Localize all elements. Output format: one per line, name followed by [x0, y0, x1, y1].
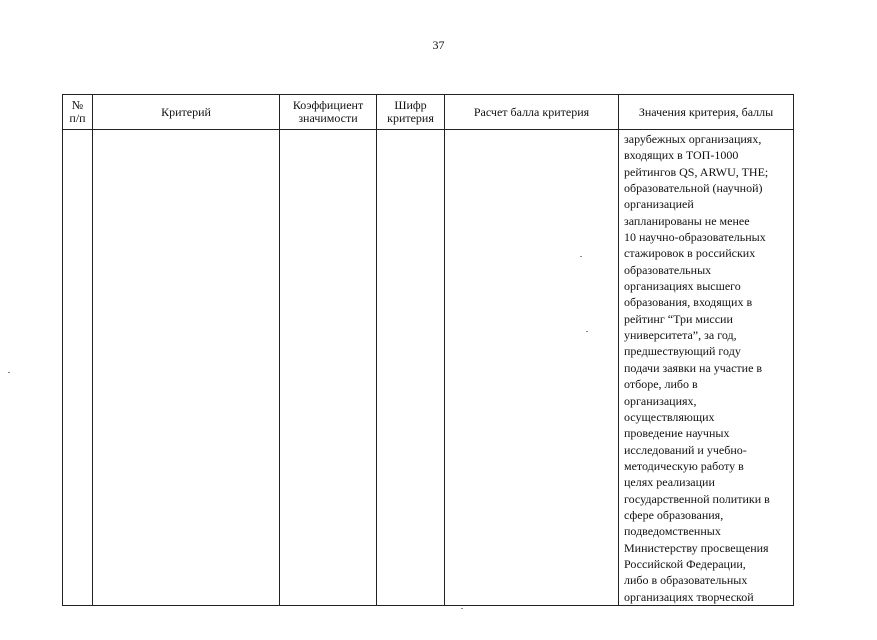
value-line: зарубежных организациях,	[624, 132, 762, 146]
header-criterion	[93, 95, 280, 130]
value-line: сфере образования,	[624, 507, 724, 522]
header-number-label: № п/п	[69, 98, 86, 125]
header-criterion-label: Критерий	[161, 104, 211, 119]
header-values	[619, 95, 794, 130]
cell-number	[63, 130, 93, 606]
value-line: отборе, либо в	[624, 377, 698, 392]
value-line: образования, входящих в	[624, 295, 753, 310]
value-line: проведение научных	[624, 426, 730, 441]
table-header-row	[63, 95, 794, 130]
scan-artifact	[580, 256, 582, 257]
value-line: методическую работу в	[624, 458, 744, 473]
value-line: организациях творческой	[624, 589, 754, 604]
value-line: рейтинг “Три миссии	[624, 311, 733, 326]
cell-calculation	[445, 130, 619, 606]
header-coefficient-label: Коэффициент значимости	[292, 98, 364, 125]
value-line: осуществляющих	[624, 409, 715, 424]
value-line: предшествующий году	[624, 344, 741, 359]
table-row	[63, 130, 794, 606]
value-line: Министерству просвещения	[624, 540, 769, 555]
header-calculation-label: Расчет балла критерия	[473, 104, 590, 119]
value-line: рейтингов QS, ARWU, THE;	[624, 164, 769, 179]
cell-values	[619, 130, 794, 606]
header-code	[377, 95, 445, 130]
criteria-table	[62, 94, 794, 606]
header-number	[63, 95, 93, 130]
value-line: стажировок в российских	[624, 246, 756, 261]
value-line: либо в образовательных	[624, 573, 748, 588]
value-line: организацией	[624, 197, 694, 212]
scan-artifact	[461, 608, 463, 609]
value-line: образовательных	[624, 262, 712, 277]
value-line: организациях высшего	[624, 279, 741, 294]
criterion-values-text	[619, 130, 793, 605]
page-number: 37	[432, 38, 445, 52]
value-line: университета”, за год,	[624, 328, 737, 343]
value-line: входящих в ТОП-1000	[624, 148, 739, 163]
value-line: 10 научно-образовательных	[624, 230, 766, 245]
header-coefficient	[280, 95, 377, 130]
value-line: государственной политики в	[624, 491, 770, 506]
scan-artifact	[8, 372, 10, 373]
value-line: целях реализации	[624, 475, 715, 490]
scan-artifact	[586, 331, 588, 332]
value-line: образовательной (научной)	[624, 181, 763, 196]
cell-code	[377, 130, 445, 606]
value-line: подачи заявки на участие в	[624, 360, 763, 375]
value-line: исследований и учебно-	[624, 442, 747, 457]
header-values-label: Значения критерия, баллы	[638, 104, 774, 119]
header-code-label: Шифр критерия	[387, 98, 434, 125]
value-line: запланированы не менее	[624, 213, 750, 228]
header-calculation	[445, 95, 619, 130]
value-line: организациях,	[624, 393, 697, 408]
cell-coefficient	[280, 130, 377, 606]
value-line: Российской Федерации,	[624, 556, 746, 571]
cell-criterion	[93, 130, 280, 606]
value-line: подведомственных	[624, 524, 721, 539]
